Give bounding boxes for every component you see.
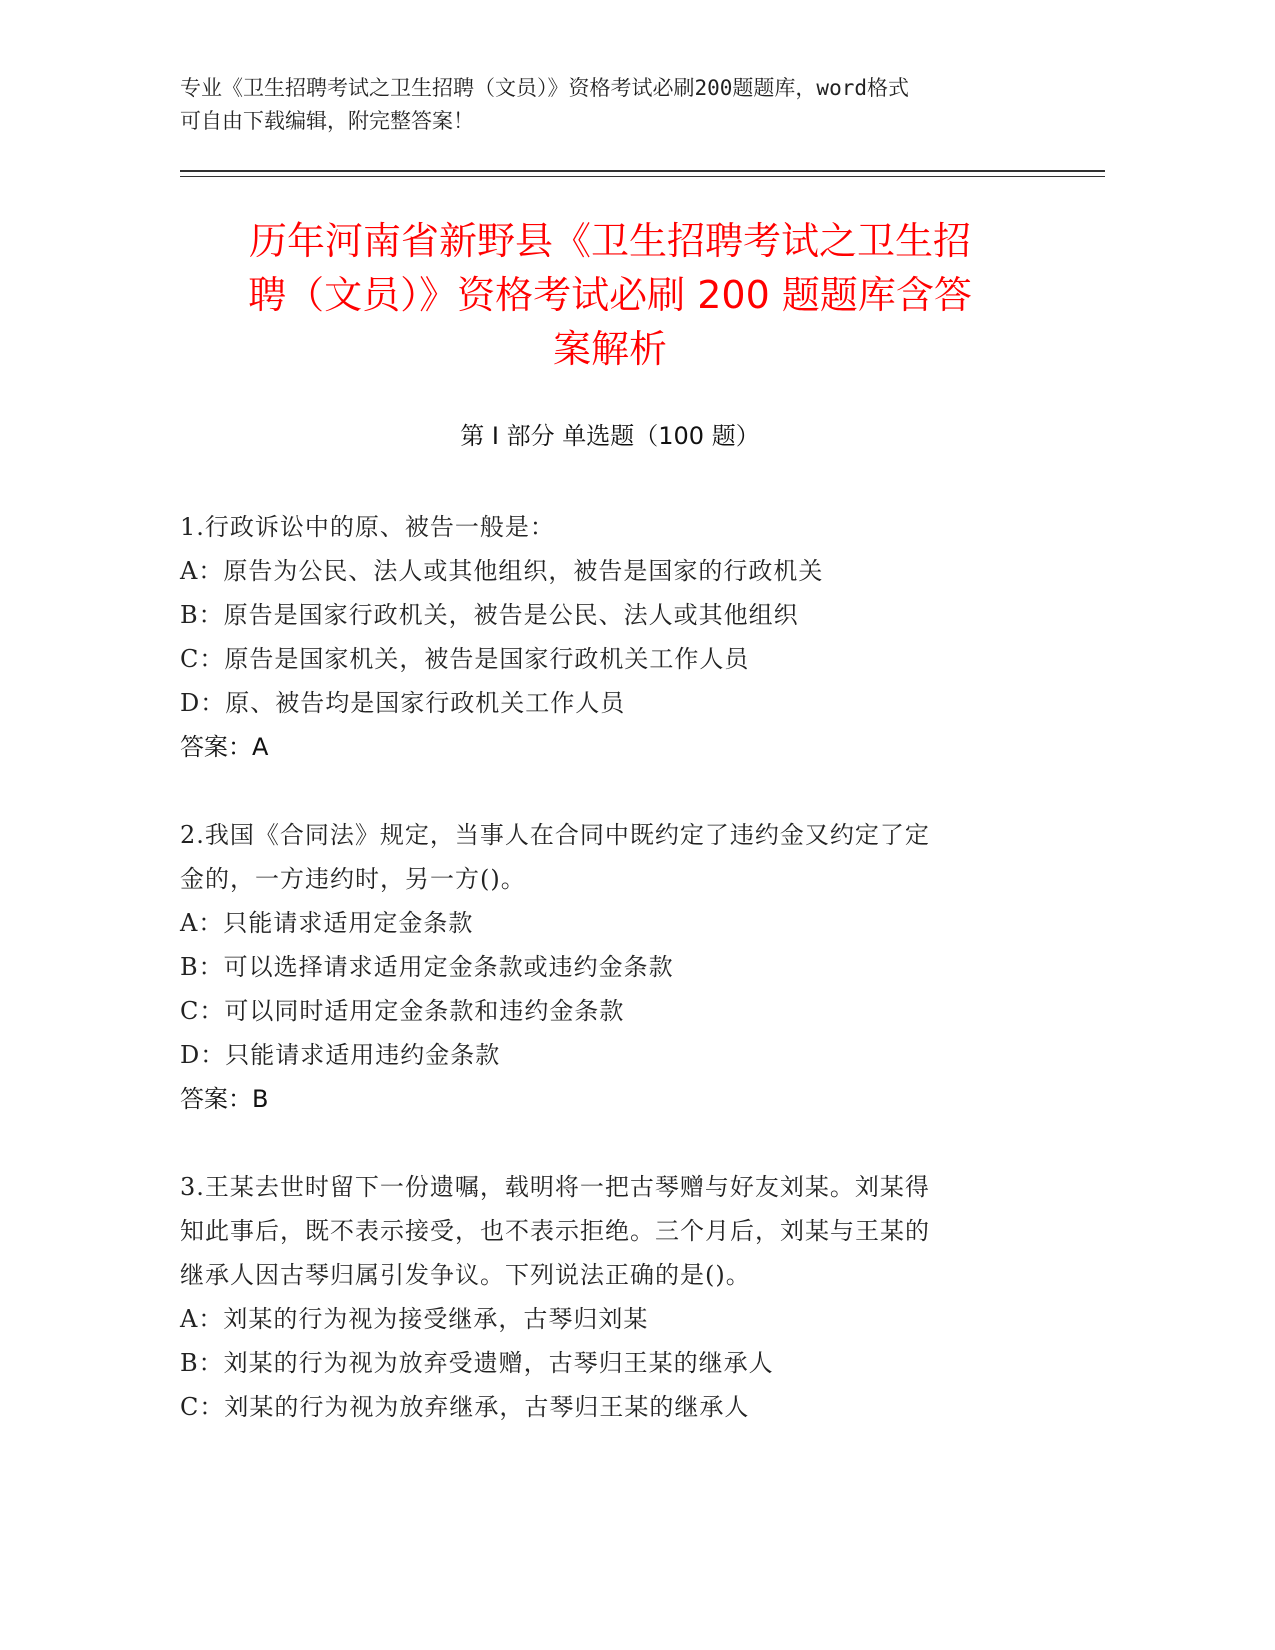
question-stem: 知此事后，既不表示接受，也不表示拒绝。三个月后，刘某与王某的	[180, 1217, 930, 1245]
option-b: B：可以选择请求适用定金条款或违约金条款	[180, 953, 674, 981]
header-note	[180, 72, 1040, 138]
option-c: C：原告是国家机关，被告是国家行政机关工作人员	[180, 645, 750, 673]
question-stem: 金的，一方违约时，另一方()。	[180, 865, 526, 893]
question-3	[180, 1165, 1040, 1429]
question-stem: 2.我国《合同法》规定，当事人在合同中既约定了违约金又约定了定	[180, 821, 930, 849]
question-stem: 3.王某去世时留下一份遗嘱，载明将一把古琴赠与好友刘某。刘某得	[180, 1173, 930, 1201]
option-b: B：刘某的行为视为放弃受遗赠，古琴归王某的继承人	[180, 1349, 774, 1377]
document-title-line: 案解析	[552, 327, 667, 371]
document-title	[180, 214, 1040, 376]
option-a: A：原告为公民、法人或其他组织，被告是国家的行政机关	[180, 557, 824, 585]
option-b: B：原告是国家行政机关，被告是公民、法人或其他组织	[180, 601, 799, 629]
question-list	[180, 505, 1040, 1473]
option-c: C：刘某的行为视为放弃继承，古琴归王某的继承人	[180, 1393, 750, 1421]
question-2	[180, 813, 1040, 1121]
answer-line: 答案：B	[180, 1085, 269, 1113]
header-divider-thin	[180, 176, 1105, 177]
document-title-line: 聘（文员）》资格考试必刷 200 题题库含答	[248, 273, 972, 317]
question-stem: 继承人因古琴归属引发争议。下列说法正确的是()。	[180, 1261, 751, 1289]
option-d: D：只能请求适用违约金条款	[180, 1041, 501, 1069]
question-1	[180, 505, 1040, 769]
section-heading: 第 I 部分 单选题（100 题）	[460, 422, 760, 450]
header-note-line: 可自由下载编辑，附完整答案！	[180, 109, 474, 133]
header-divider-thick	[180, 170, 1105, 172]
option-a: A：刘某的行为视为接受继承，古琴归刘某	[180, 1305, 649, 1333]
question-stem: 1.行政诉讼中的原、被告一般是：	[180, 513, 555, 541]
document-title-line: 历年河南省新野县《卫生招聘考试之卫生招	[248, 219, 971, 263]
option-a: A：只能请求适用定金条款	[180, 909, 474, 937]
answer-line: 答案：A	[180, 733, 269, 761]
option-d: D：原、被告均是国家行政机关工作人员	[180, 689, 626, 717]
option-c: C：可以同时适用定金条款和违约金条款	[180, 997, 625, 1025]
header-note-line: 专业《卫生招聘考试之卫生招聘（文员）》资格考试必刷200题题库，word格式	[180, 76, 909, 100]
